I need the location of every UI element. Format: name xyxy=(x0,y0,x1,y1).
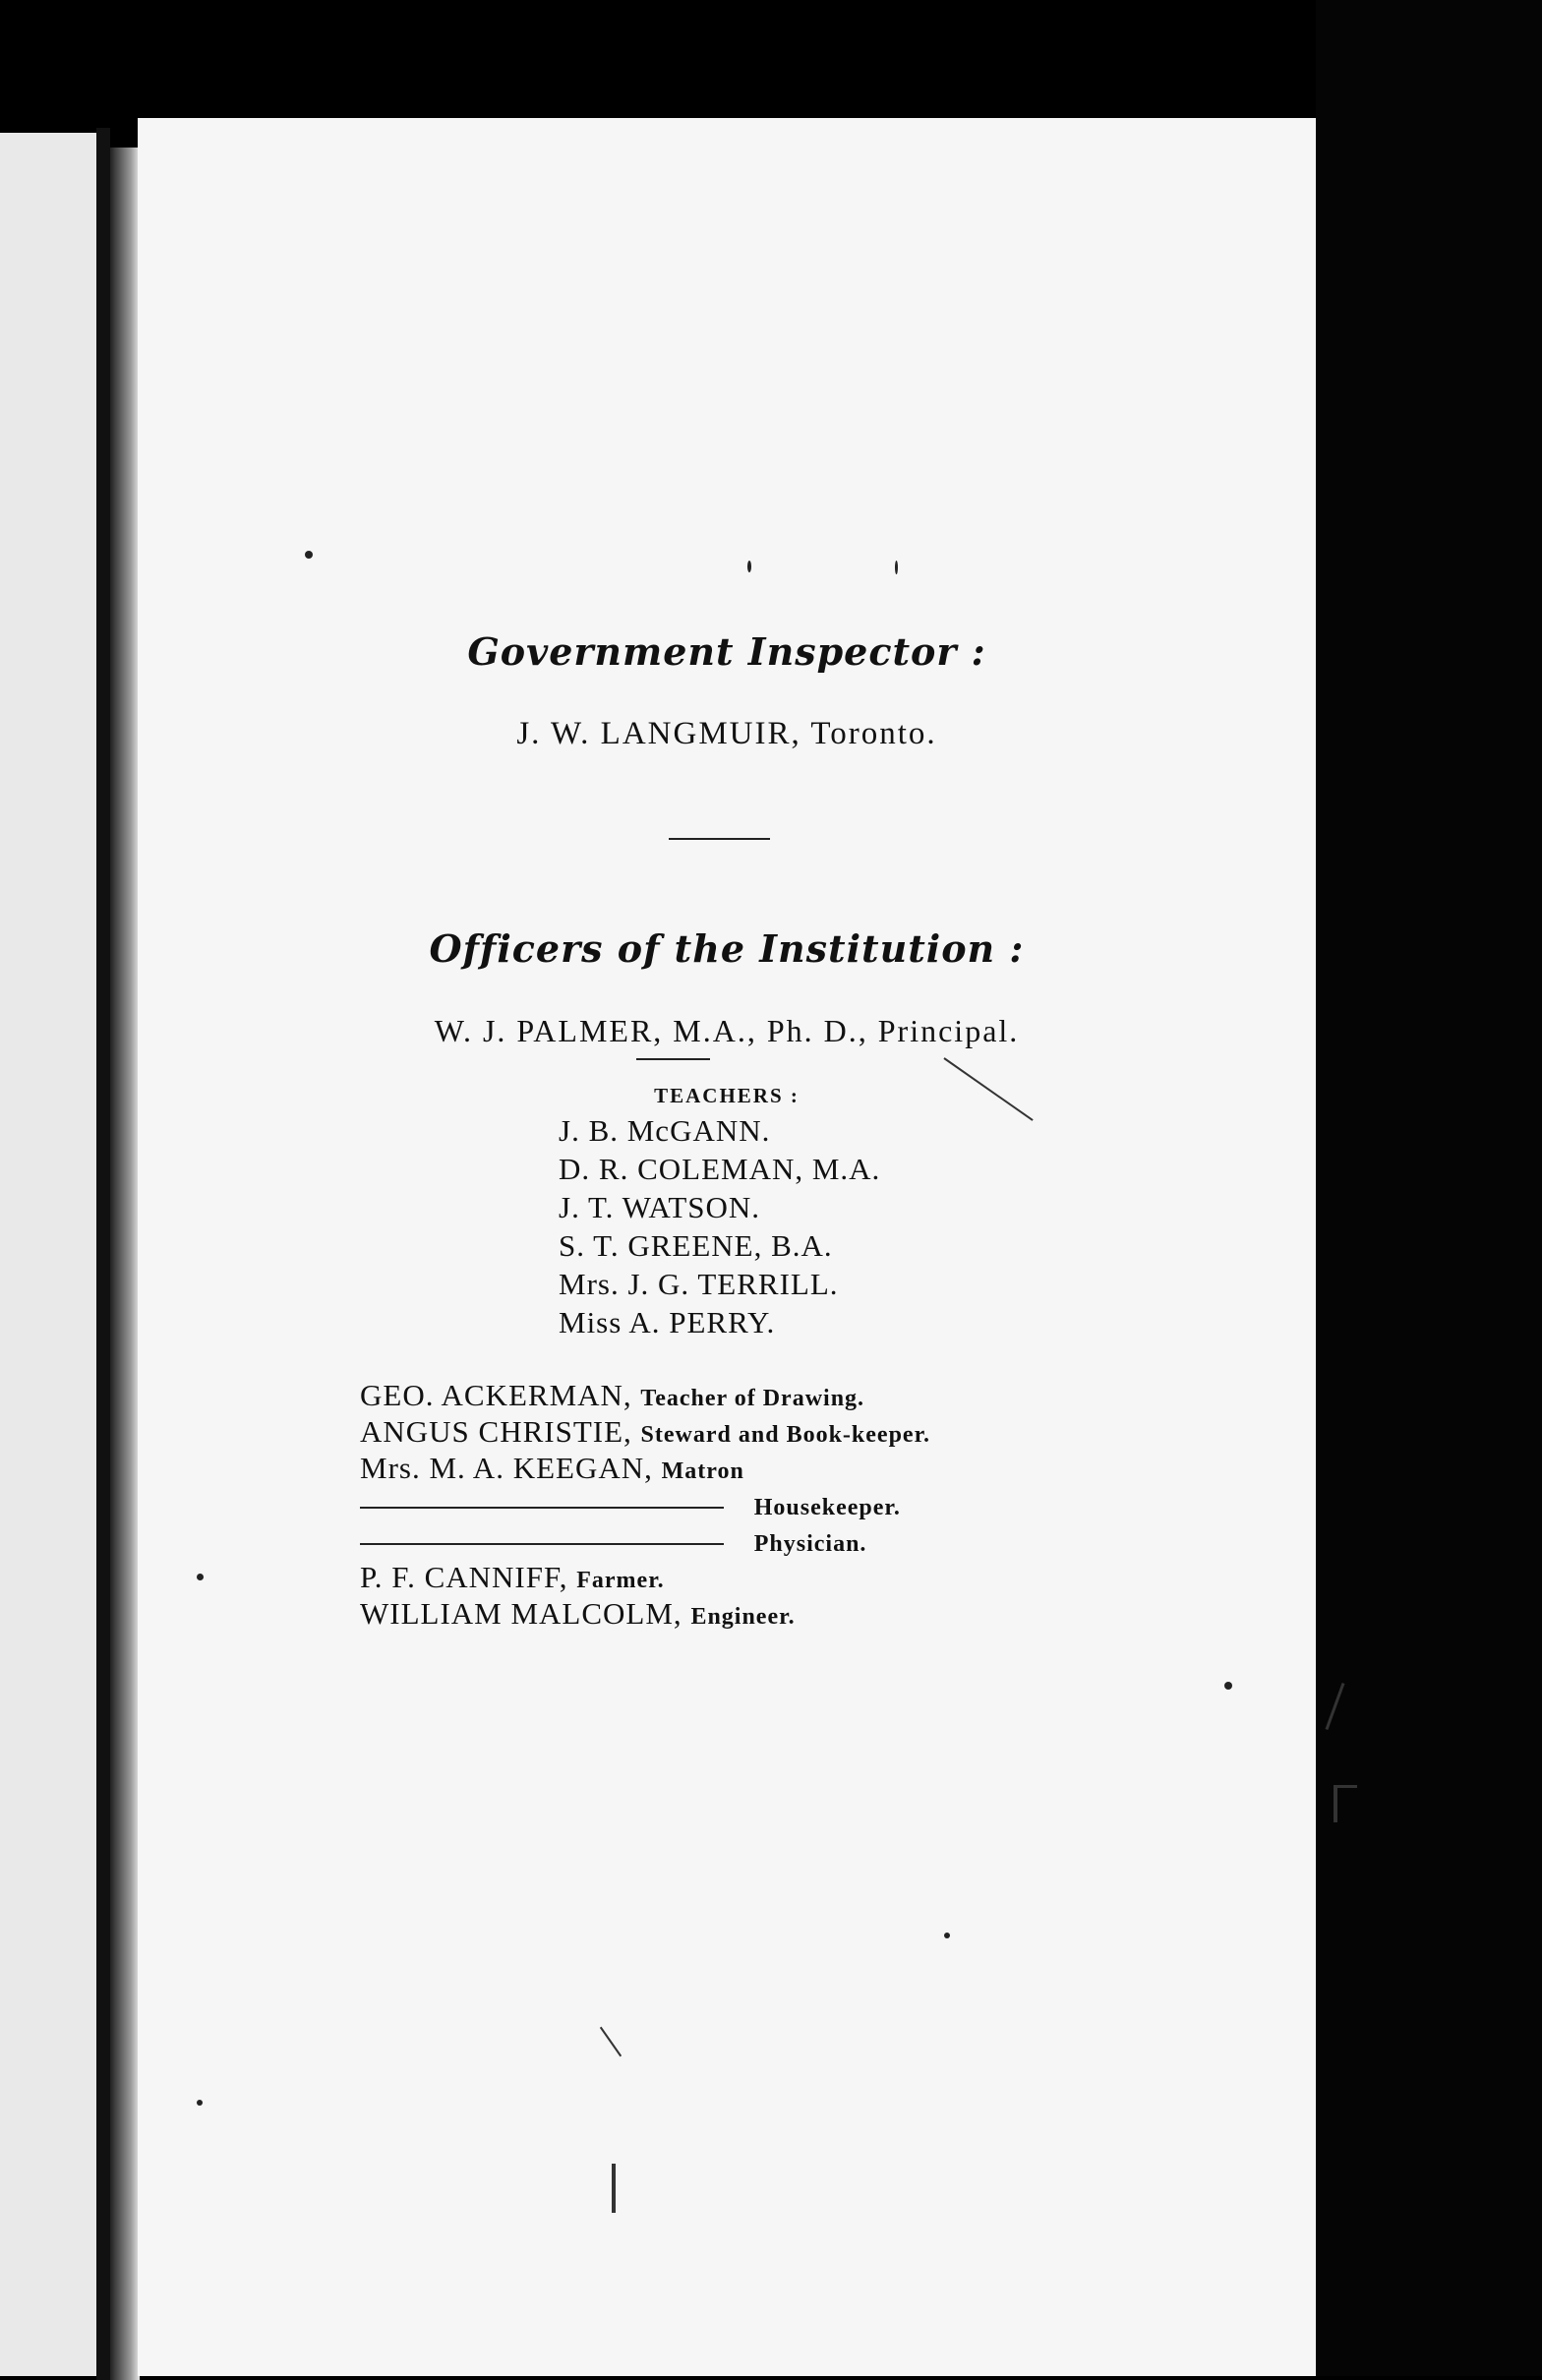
staff-name: Mrs. M. A. KEEGAN, xyxy=(360,1451,653,1485)
teacher-entry: S. T. GREENE, B.A. xyxy=(559,1228,833,1263)
staff-role: Steward and Book-keeper. xyxy=(640,1422,931,1448)
officers-heading: Officers of the Institution : xyxy=(429,926,1025,971)
staff-name: P. F. CANNIFF, xyxy=(360,1560,568,1594)
staff-role: Engineer. xyxy=(690,1604,796,1630)
teacher-list xyxy=(559,1111,880,1341)
staff-entry xyxy=(360,1561,930,1597)
staff-entry xyxy=(360,1488,930,1524)
vacant-position-line xyxy=(360,1543,724,1545)
staff-entry xyxy=(360,1524,930,1561)
teacher-entry: D. R. COLEMAN, M.A. xyxy=(559,1152,881,1186)
staff-role: Housekeeper. xyxy=(753,1495,901,1520)
staff-entry xyxy=(360,1452,930,1488)
pencil-mark xyxy=(1334,1785,1337,1822)
scan-border-right xyxy=(1316,0,1542,2376)
teachers-heading: TEACHERS : xyxy=(654,1084,800,1107)
staff-role: Physician. xyxy=(753,1531,867,1557)
staff-name: ANGUS CHRISTIE, xyxy=(360,1414,632,1449)
scan-speck xyxy=(944,1933,950,1938)
staff-role: Farmer. xyxy=(576,1568,665,1593)
section-divider xyxy=(669,838,770,840)
pencil-mark xyxy=(600,2027,622,2057)
staff-entry xyxy=(360,1415,930,1452)
scan-speck xyxy=(197,1574,204,1580)
document-page xyxy=(138,118,1316,2376)
vacant-position-line xyxy=(360,1507,724,1509)
staff-list xyxy=(360,1379,930,1634)
teacher-entry: J. T. WATSON. xyxy=(559,1190,761,1224)
pencil-mark xyxy=(612,2164,616,2213)
principal-divider xyxy=(636,1058,710,1060)
scan-speck xyxy=(305,551,313,559)
scan-speck xyxy=(895,561,898,574)
left-page-remnant xyxy=(0,133,98,2376)
teacher-entry: Mrs. J. G. TERRILL. xyxy=(559,1267,839,1301)
page-gutter xyxy=(110,148,140,2380)
staff-role: Matron xyxy=(661,1458,744,1484)
staff-name: WILLIAM MALCOLM, xyxy=(360,1596,682,1631)
staff-name: GEO. ACKERMAN, xyxy=(360,1378,632,1412)
pencil-mark xyxy=(1334,1785,1357,1788)
staff-role: Teacher of Drawing. xyxy=(640,1386,865,1411)
inspector-name: J. W. LANGMUIR, Toronto. xyxy=(516,716,937,751)
staff-entry xyxy=(360,1597,930,1634)
inspector-heading: Government Inspector : xyxy=(467,629,986,674)
staff-entry xyxy=(360,1379,930,1415)
principal-line: W. J. PALMER, M.A., Ph. D., Principal. xyxy=(434,1013,1020,1048)
teacher-entry: J. B. McGANN. xyxy=(559,1113,771,1148)
teacher-entry: Miss A. PERRY. xyxy=(559,1305,776,1339)
book-spine-shadow xyxy=(96,128,110,2380)
scan-speck xyxy=(1224,1682,1232,1690)
scan-speck xyxy=(747,561,751,572)
scan-speck xyxy=(197,2100,203,2106)
